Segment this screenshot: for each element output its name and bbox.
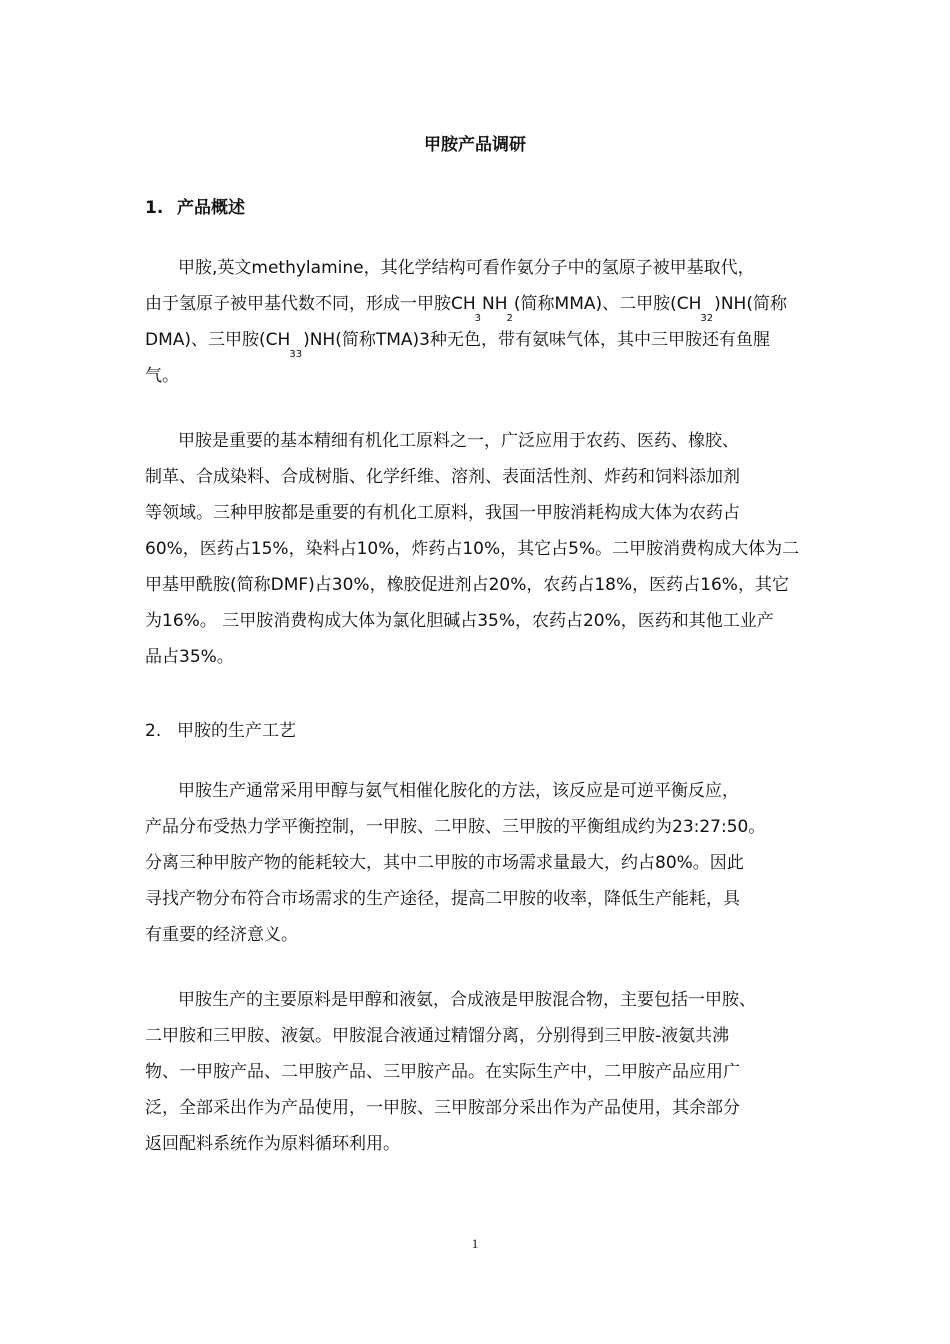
paragraph-line: 寻找产物分布符合市场需求的生产途径，提高二甲胺的收率，降低生产能耗，具	[145, 889, 740, 909]
subscript: 3	[474, 313, 482, 324]
paragraph-line: 甲胺生产的主要原料是甲醇和液氨，合成液是甲胺混合物，主要包括一甲胺、	[178, 990, 756, 1010]
paragraph-line: 甲胺是重要的基本精细有机化工原料之一，广泛应用于农药、医药、橡胶、	[178, 431, 739, 451]
paragraph-line: 分离三种甲胺产物的能耗较大，其中二甲胺的市场需求量最大，约占80%。因此	[145, 853, 744, 873]
section-1-number: 1.	[145, 198, 164, 218]
section-1-title: 产品概述	[177, 198, 245, 218]
text-run: NH(简称	[720, 294, 787, 314]
paragraph-line: 泛，全部采出作为产品使用，一甲胺、三甲胺部分采出作为产品使用，其余部分	[145, 1098, 740, 1118]
paragraph-line: 甲基甲酰胺(简称DMF)占30%，橡胶促进剂占20%，农药占18%，医药占16%，其它	[145, 575, 789, 595]
subscript: 2	[506, 313, 513, 324]
text-run: NH(简称TMA)3种无色，带有氨味气体，其中三甲胺还有鱼腥	[309, 330, 770, 350]
paragraph-line: 有重要的经济意义。	[145, 925, 298, 945]
paragraph-line: 气。	[145, 366, 179, 386]
text-run: )	[714, 294, 721, 314]
paragraph-line: 产品分布受热力学平衡控制，一甲胺、二甲胺、三甲胺的平衡组成约为23:27:50。	[145, 817, 766, 837]
paragraph-line: 物、一甲胺产品、二甲胺产品、三甲胺产品。在实际生产中，二甲胺产品应用广	[145, 1062, 740, 1082]
paragraph-line: 为16%。 三甲胺消费构成大体为氯化胆碱占35%，农药占20%，医药和其他工业产	[145, 611, 774, 631]
section-2-heading	[145, 716, 296, 741]
page-number: 1	[471, 1236, 479, 1251]
text-run: 由于氢原子被甲基代数不同，形成一甲胺CH	[145, 294, 476, 314]
paragraph-line	[145, 322, 817, 358]
paragraph-line: 甲胺,英文methylamine，其化学结构可看作氨分子中的氢原子被甲基取代，	[178, 258, 755, 278]
section-1-paragraph-1	[145, 250, 817, 394]
paragraph-line	[145, 286, 817, 322]
paragraph-line: 品占35%。	[145, 647, 234, 667]
paragraph-line: 甲胺生产通常采用甲醇与氨气相催化胺化的方法，该反应是可逆平衡反应，	[178, 781, 739, 801]
section-2-number: 2.	[145, 721, 162, 741]
section-2-paragraph-2	[145, 982, 817, 1162]
section-1-heading	[145, 193, 245, 218]
paragraph-line: 制革、合成染料、合成树脂、化学纤维、溶剂、表面活性剂、炸药和饲料添加剂	[145, 467, 740, 487]
text-run: NH	[482, 294, 508, 314]
text-run: DMA)、三甲胺(CH	[145, 330, 291, 350]
subscript: 2	[706, 313, 714, 324]
paragraph-line: 二甲胺和三甲胺、液氨。甲胺混合液通过精馏分离，分别得到三甲胺-液氨共沸	[145, 1026, 730, 1046]
subscript: 3	[295, 349, 303, 360]
document-title: 甲胺产品调研	[424, 135, 526, 155]
text-run: )	[303, 330, 310, 350]
subscript: 3	[700, 313, 707, 324]
paragraph-line: 等领域。三种甲胺都是重要的有机化工原料，我国一甲胺消耗构成大体为农药占	[145, 503, 740, 523]
text-run: (简称MMA)、二甲胺(CH	[513, 294, 702, 314]
subscript: 3	[289, 349, 296, 360]
section-2-title: 甲胺的生产工艺	[177, 721, 296, 741]
section-1-paragraph-2	[145, 423, 817, 675]
paragraph-line: 返回配料系统作为原料循环利用。	[145, 1134, 400, 1154]
paragraph-line: 60%，医药占15%，染料占10%，炸药占10%，其它占5%。二甲胺消费构成大体为二	[145, 539, 800, 559]
section-2-paragraph-1	[145, 773, 817, 953]
